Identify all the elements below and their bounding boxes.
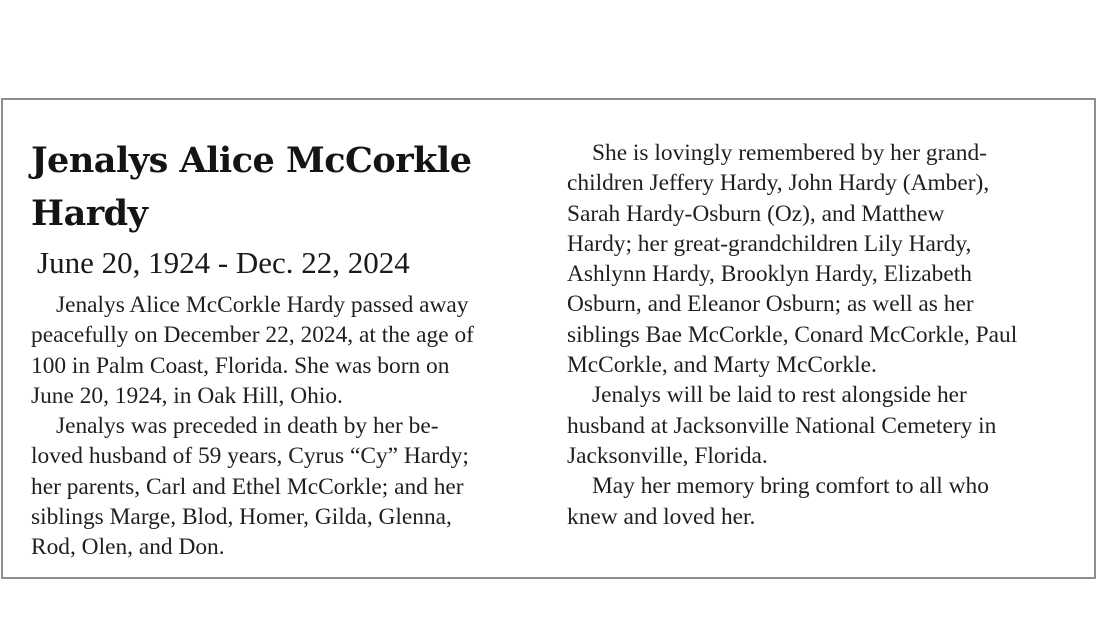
text-line: Hardy; her great-grandchildren Lily Hardy, <box>567 230 972 257</box>
obituary-notice <box>1 98 1096 579</box>
text-line: Rod, Olen, and Don. <box>31 534 225 561</box>
text-line: loved husband of 59 years, Cyrus “Cy” Hardy; <box>31 443 469 470</box>
text-line: Jenalys Alice McCorkle Hardy passed away <box>56 292 469 318</box>
obituary-left-text <box>31 290 536 563</box>
text-line: Jenalys will be laid to rest alongside her <box>592 382 967 409</box>
text-line: Sarah Hardy-Osburn (Oz), and Matthew <box>567 200 945 227</box>
obituary-right-text <box>567 138 1072 532</box>
obituary-left-column <box>31 134 536 563</box>
text-line: May her memory bring comfort to all who <box>592 473 989 500</box>
text-line: her parents, Carl and Ethel McCorkle; and her <box>31 473 464 500</box>
obituary-name-line-1: Jenalys Alice McCorkle <box>31 140 472 181</box>
text-line: Jacksonville, Florida. <box>567 442 768 469</box>
obituary-name-line-2: Hardy <box>31 193 148 234</box>
obituary-right-column <box>567 138 1072 532</box>
text-line: husband at Jacksonville National Cemetery in <box>567 412 997 439</box>
obituary-dates: June 20, 1924 - Dec. 22, 2024 <box>37 245 410 280</box>
text-line: knew and loved her. <box>567 503 756 530</box>
text-line: siblings Marge, Blod, Homer, Gilda, Glenna, <box>31 504 452 531</box>
text-line: Jenalys was preceded in death by her be- <box>56 413 439 440</box>
obituary-name <box>31 134 536 240</box>
text-line: peacefully on December 22, 2024, at the age of <box>31 322 474 349</box>
text-line: She is lovingly remembered by her grand- <box>592 140 987 166</box>
text-line: 100 in Palm Coast, Florida. She was born on <box>31 352 450 379</box>
text-line: Osburn, and Eleanor Osburn; as well as her <box>567 291 974 318</box>
text-line: June 20, 1924, in Oak Hill, Ohio. <box>31 382 343 409</box>
text-line: siblings Bae McCorkle, Conard McCorkle, Paul <box>567 321 1018 348</box>
text-line: children Jeffery Hardy, John Hardy (Amber), <box>567 170 990 197</box>
text-line: McCorkle, and Marty McCorkle. <box>567 352 877 379</box>
text-line: Ashlynn Hardy, Brooklyn Hardy, Elizabeth <box>567 261 972 288</box>
